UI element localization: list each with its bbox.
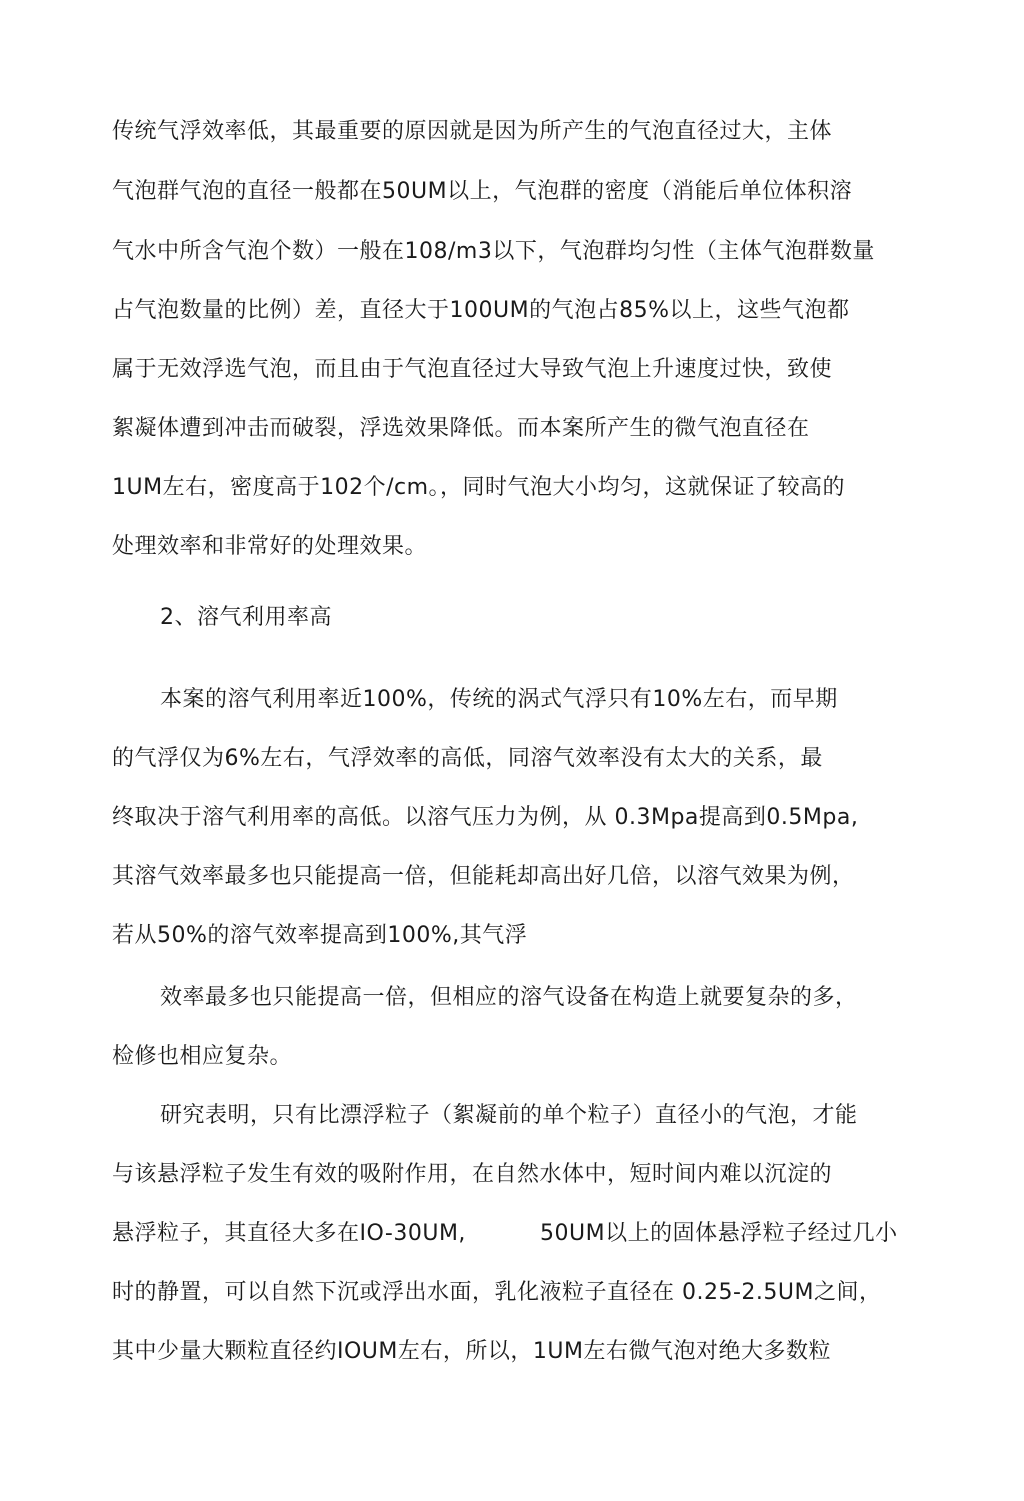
paragraph-line: 属于无效浮选气泡，而且由于气泡直径过大导致气泡上升速度过快，致使 [112,357,833,382]
paragraph-line: 悬浮粒子，其直径大多在IO-30UM, [112,1221,466,1246]
paragraph-line: 其中少量大颗粒直径约IOUM左右，所以，1UM左右微气泡对绝大多数粒 [112,1339,831,1364]
paragraph-line: 研究表明，只有比漂浮粒子（絮凝前的单个粒子）直径小的气泡，才能 [160,1103,858,1128]
paragraph-line: 本案的溶气利用率近100%，传统的涡式气浮只有10%左右，而早期 [160,687,838,712]
paragraph-line: 效率最多也只能提高一倍，但相应的溶气设备在构造上就要复杂的多， [160,985,858,1010]
paragraph-line: 其溶气效率最多也只能提高一倍，但能耗却高出好几倍，以溶气效果为例， [112,864,855,889]
paragraph-line: 处理效率和非常好的处理效果。 [112,534,428,559]
paragraph-line: 气水中所含气泡个数）一般在108/m3以下，气泡群均匀性（主体气泡群数量 [112,239,875,264]
paragraph-line: 时的静置，可以自然下沉或浮出水面，乳化液粒子直径在 0.25-2.5UM之间， [112,1280,882,1305]
paragraph-line: 检修也相应复杂。 [112,1044,293,1069]
paragraph-line: 与该悬浮粒子发生有效的吸附作用，在自然水体中，短时间内难以沉淀的 [112,1162,833,1187]
paragraph-line: 终取决于溶气利用率的高低。以溶气压力为例，从 0.3Mpa提高到0.5Mpa, [112,805,859,830]
paragraph-line: 若从50%的溶气效率提高到100%,其气浮 [112,923,528,948]
paragraph-line: 气泡群气泡的直径一般都在50UM以上，气泡群的密度（消能后单位体积溶 [112,179,853,204]
paragraph-line: 的气浮仅为6%左右，气浮效率的高低，同溶气效率没有太大的关系，最 [112,746,823,771]
paragraph-line: 1UM左右，密度高于102个/cm。，同时气泡大小均匀，这就保证了较高的 [112,475,846,500]
section-heading: 2、溶气利用率高 [160,605,332,630]
paragraph-line: 占气泡数量的比例）差，直径大于100UM的气泡占85%以上，这些气泡都 [112,298,850,323]
paragraph-line: 50UM以上的固体悬浮粒子经过几小 [540,1221,898,1246]
paragraph-line: 传统气浮效率低，其最重要的原因就是因为所产生的气泡直径过大，主体 [112,119,833,144]
paragraph-line: 絮凝体遭到冲击而破裂，浮选效果降低。而本案所产生的微气泡直径在 [112,416,810,441]
